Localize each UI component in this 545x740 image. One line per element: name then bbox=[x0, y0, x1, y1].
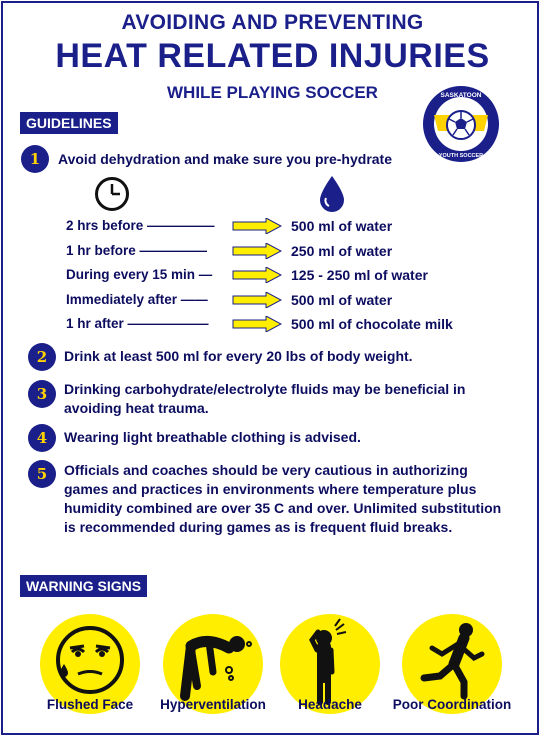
schedule-time-5: 1 hr after —————— bbox=[66, 316, 209, 331]
sign-label-flushed-face: Flushed Face bbox=[46, 697, 134, 712]
arrow-icon bbox=[232, 292, 282, 308]
schedule-time-3: During every 15 min — bbox=[66, 267, 213, 282]
schedule-time-4: Immediately after —— bbox=[66, 292, 208, 307]
schedule-amount-1: 500 ml of water bbox=[291, 218, 393, 234]
sign-label-poor-coordination: Poor Coordination bbox=[392, 697, 512, 712]
schedule-amount-2: 250 ml of water bbox=[291, 243, 393, 259]
water-drop-icon bbox=[317, 174, 347, 219]
guideline-number-1: 1 bbox=[21, 145, 49, 173]
title-subtitle: WHILE PLAYING SOCCER bbox=[167, 83, 378, 102]
schedule-amount-4: 500 ml of water bbox=[291, 292, 393, 308]
arrow-icon bbox=[232, 316, 282, 332]
guideline-text-5: Officials and coaches should be very cautious in authorizing games and practices in environments where temperature plus humidity combined are over 35 C and over. Unlimited substitution is recommended during games as is frequent fluid breaks. bbox=[64, 462, 502, 535]
clock-icon bbox=[94, 176, 130, 217]
guideline-text-4: Wearing light breathable clothing is advised. bbox=[64, 429, 361, 445]
warning-signs-heading: WARNING SIGNS bbox=[20, 575, 147, 597]
guideline-number-4: 4 bbox=[28, 424, 56, 452]
schedule-time-2: 1 hr before ————— bbox=[66, 243, 208, 258]
guideline-text-3: Drinking carbohydrate/electrolyte fluids may be beneficial in avoiding heat trauma. bbox=[64, 381, 466, 416]
guideline-text-2: Drink at least 500 ml for every 20 lbs of body weight. bbox=[64, 348, 413, 364]
sign-label-headache: Headache bbox=[298, 697, 362, 712]
logo-bottom-text: YOUTH SOCCER bbox=[438, 153, 484, 159]
logo-top-text: SASKATOON bbox=[440, 92, 482, 99]
guideline-number-3: 3 bbox=[28, 380, 56, 408]
arrow-icon bbox=[232, 267, 282, 283]
sign-label-hyperventilation: Hyperventilation bbox=[160, 697, 266, 712]
schedule-amount-5: 500 ml of chocolate milk bbox=[291, 316, 453, 332]
title-main: HEAT RELATED INJURIES bbox=[55, 37, 490, 75]
schedule-time-1: 2 hrs before ————— bbox=[66, 218, 215, 233]
schedule-amount-3: 125 - 250 ml of water bbox=[291, 267, 428, 283]
arrow-icon bbox=[232, 218, 282, 234]
title-line-1: AVOIDING AND PREVENTING bbox=[121, 11, 424, 34]
arrow-icon bbox=[232, 243, 282, 259]
guideline-text-1: Avoid dehydration and make sure you pre-hydrate bbox=[58, 151, 393, 167]
guidelines-heading: GUIDELINES bbox=[20, 112, 118, 134]
guideline-number-5: 5 bbox=[28, 460, 56, 488]
guideline-number-2: 2 bbox=[28, 343, 56, 371]
